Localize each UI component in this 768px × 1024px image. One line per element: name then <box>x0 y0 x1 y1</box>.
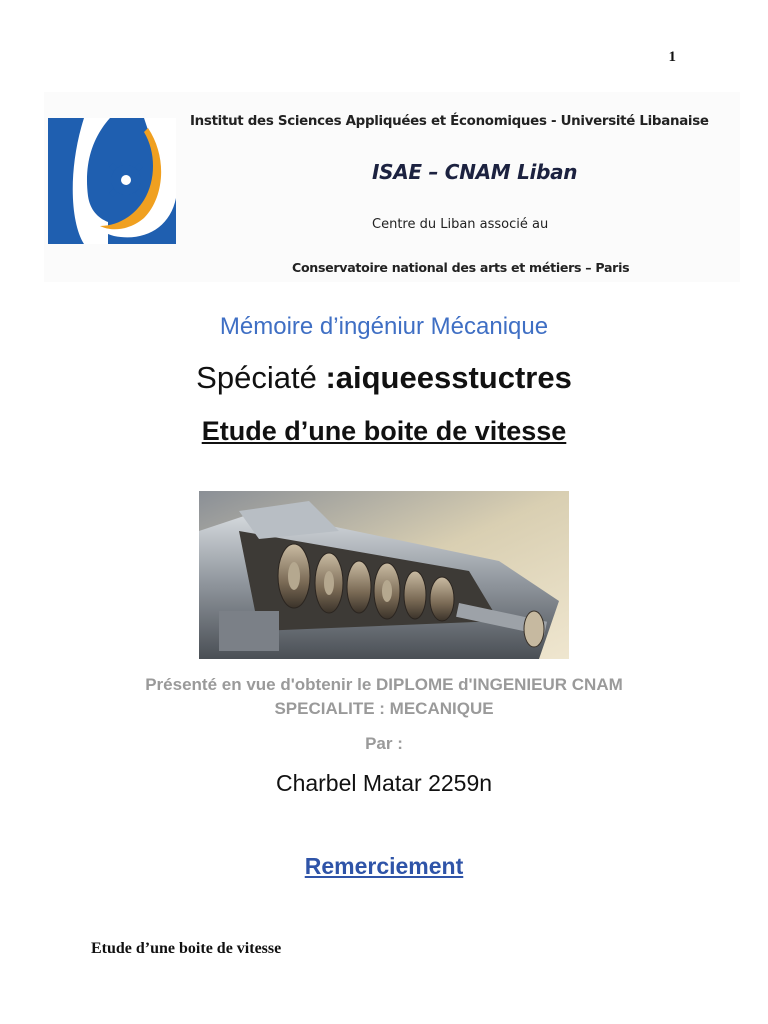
associated-line: Centre du Liban associé au <box>372 217 549 232</box>
speciality-label: Spéciaté <box>196 360 326 395</box>
by-label: Par : <box>365 734 403 753</box>
speciality-value: :aiqueesstuctres <box>325 360 572 395</box>
speciality-line <box>0 360 768 396</box>
document-title: Etude d’une boite de vitesse <box>201 416 567 446</box>
institution-header <box>44 92 740 282</box>
presented-line-2: SPECIALITE : MECANIQUE <box>274 699 494 718</box>
presented-text <box>0 673 768 721</box>
section-heading: Remerciement <box>304 853 464 879</box>
author-name: Charbel Matar 2259n <box>275 770 493 796</box>
institute-name: Institut des Sciences Appliquées et Économiques - Université Libanaise <box>190 114 709 129</box>
memoire-line: Mémoire d’ingéniur Mécanique <box>219 313 549 340</box>
isae-cnam-name: ISAE – CNAM Liban <box>372 160 578 184</box>
footer-title: Etude d’une boite de vitesse <box>91 940 282 957</box>
isae-logo-icon <box>48 118 176 244</box>
conservatoire-line: Conservatoire national des arts et métiers – Paris <box>292 260 630 275</box>
page-number: 1 <box>668 49 676 65</box>
gearbox-cutaway-photo <box>199 491 569 659</box>
presented-line-1: Présenté en vue d'obtenir le DIPLOME d'INGENIEUR CNAM <box>145 675 623 694</box>
